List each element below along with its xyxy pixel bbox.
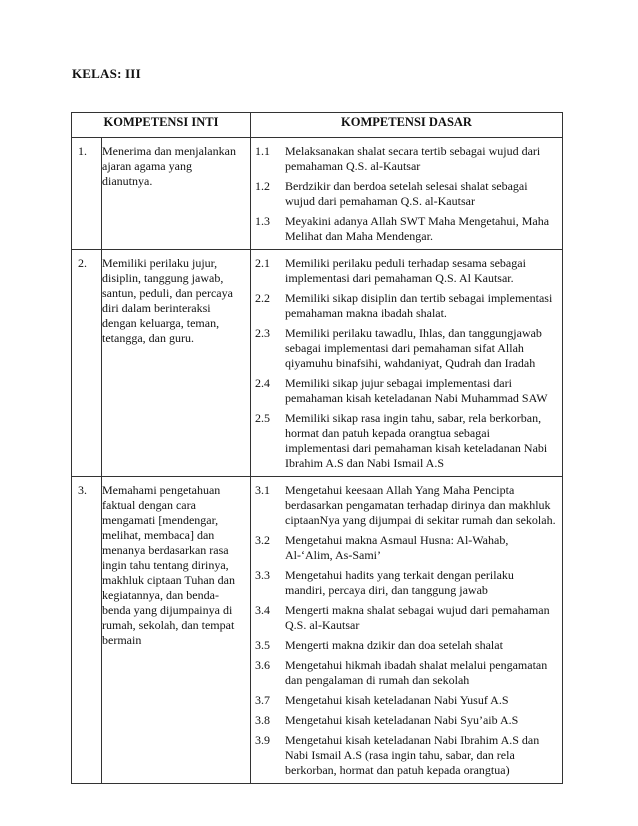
kd-number: 3.5 [255, 638, 270, 652]
kd-text: Melaksanakan shalat secara tertib sebagai wujud dari pemahaman Q.S. al-Kautsar [285, 144, 541, 173]
kompetensi-dasar-cell [251, 250, 563, 477]
table-row [72, 477, 563, 784]
kd-number: 3.6 [255, 658, 270, 672]
kd-item [255, 693, 556, 708]
kd-number: 1.1 [255, 144, 270, 158]
kd-item [255, 376, 556, 406]
kd-item [255, 256, 556, 286]
kd-number: 2.5 [255, 411, 270, 425]
kd-text: Mengerti makna shalat sebagai wujud dari pemahaman Q.S. al-Kautsar [285, 603, 550, 632]
kd-number: 3.3 [255, 568, 270, 582]
kd-item [255, 214, 556, 244]
kd-text: Memiliki sikap jujur sebagai implementasi dari pemahaman kisah keteladanan Nabi Muhammad SAW [285, 376, 548, 405]
kd-item [255, 638, 556, 653]
kd-item [255, 603, 556, 633]
kompetensi-inti-cell: Memahami pengetahuan faktual dengan cara mengamati [mendengar, melihat, membaca] dan menanya berdasarkan rasa ingin tahu tentang dirinya, makhluk ciptaan Tuhan dan kegiatannya, dan benda-benda yang dijumpainya di rumah, sekolah, dan tempat bermain [102, 477, 251, 784]
kd-text: Mengerti makna dzikir dan doa setelah shalat [285, 638, 503, 652]
kd-item [255, 733, 556, 778]
kd-text: Berdzikir dan berdoa setelah selesai shalat sebagai wujud dari pemahaman Q.S. al-Kautsar [285, 179, 528, 208]
table-row [72, 138, 563, 250]
kd-item [255, 658, 556, 688]
kd-text: Mengetahui hadits yang terkait dengan perilaku mandiri, percaya diri, dan tanggung jawab [285, 568, 514, 597]
kd-text: Mengetahui hikmah ibadah shalat melalui pengamatan dan pengalaman di rumah dan sekolah [285, 658, 548, 687]
kd-text: Mengetahui makna Asmaul Husna: Al-Wahab, Al-‘Alim, As-Sami’ [285, 533, 509, 562]
kd-number: 3.8 [255, 713, 270, 727]
kd-text: Mengetahui keesaan Allah Yang Maha Pencipta berdasarkan pengamatan terhadap dirinya dan makhluk ciptaanNya yang dijumpai di sekitar rumah dan sekolah. [285, 483, 556, 527]
kd-number: 3.9 [255, 733, 270, 747]
table-body [72, 138, 563, 784]
kd-text: Memiliki perilaku peduli terhadap sesama sebagai implementasi dari pemahaman Q.S. Al Kautsar. [285, 256, 526, 285]
kd-number: 1.3 [255, 214, 270, 228]
table-row [72, 250, 563, 477]
competency-table [71, 112, 563, 784]
kd-item [255, 144, 556, 174]
kompetensi-inti-cell: Memiliki perilaku jujur, disiplin, tanggung jawab, santun, peduli, dan percaya diri dalam berinteraksi dengan keluarga, teman, tetangga, dan guru. [102, 250, 251, 477]
kd-text: Mengetahui kisah keteladanan Nabi Yusuf A.S [285, 693, 509, 707]
kd-item [255, 568, 556, 598]
kd-text: Mengetahui kisah keteladanan Nabi Syu’aib A.S [285, 713, 519, 727]
kd-item [255, 713, 556, 728]
kd-item [255, 326, 556, 371]
kompetensi-dasar-cell [251, 138, 563, 250]
kd-item [255, 533, 556, 563]
header-kompetensi-dasar: KOMPETENSI DASAR [251, 113, 563, 138]
kd-number: 3.2 [255, 533, 270, 547]
kd-text: Mengetahui kisah keteladanan Nabi Ibrahim A.S dan Nabi Ismail A.S (rasa ingin tahu, sabar, dan rela berkorban, hormat dan patuh kepada orangtua) [285, 733, 540, 777]
kd-text: Memiliki perilaku tawadlu, Ihlas, dan tanggungjawab sebagai implementasi dari pemahaman sifat Allah qiyamuhu binafsihi, wahdaniyat, Qudrah dan Iradah [285, 326, 542, 370]
kd-number: 2.4 [255, 376, 270, 390]
table-header-row [72, 113, 563, 138]
row-number: 1. [72, 138, 102, 250]
class-heading: KELAS: III [72, 66, 141, 81]
kd-text: Memiliki sikap rasa ingin tahu, sabar, rela berkorban, hormat dan patuh kepada orangtua sebagai implementasi dari pemahaman kisah keteladanan Nabi Ibrahim A.S dan Nabi Ismail A.S [285, 411, 548, 470]
kd-number: 3.1 [255, 483, 270, 497]
kd-number: 2.1 [255, 256, 270, 270]
row-number: 3. [72, 477, 102, 784]
kd-item [255, 179, 556, 209]
kd-number: 2.2 [255, 291, 270, 305]
kd-number: 3.7 [255, 693, 270, 707]
row-number: 2. [72, 250, 102, 477]
kd-text: Memiliki sikap disiplin dan tertib sebagai implementasi pemahaman makna ibadah shalat. [285, 291, 553, 320]
kompetensi-inti-cell: Menerima dan menjalankan ajaran agama yang dianutnya. [102, 138, 251, 250]
kd-item [255, 411, 556, 471]
kd-item [255, 483, 556, 528]
kd-number: 2.3 [255, 326, 270, 340]
kd-text: Meyakini adanya Allah SWT Maha Mengetahui, Maha Melihat dan Maha Mendengar. [285, 214, 550, 243]
header-kompetensi-inti: KOMPETENSI INTI [72, 113, 251, 138]
kompetensi-dasar-cell [251, 477, 563, 784]
kd-item [255, 291, 556, 321]
kd-number: 1.2 [255, 179, 270, 193]
kd-number: 3.4 [255, 603, 270, 617]
